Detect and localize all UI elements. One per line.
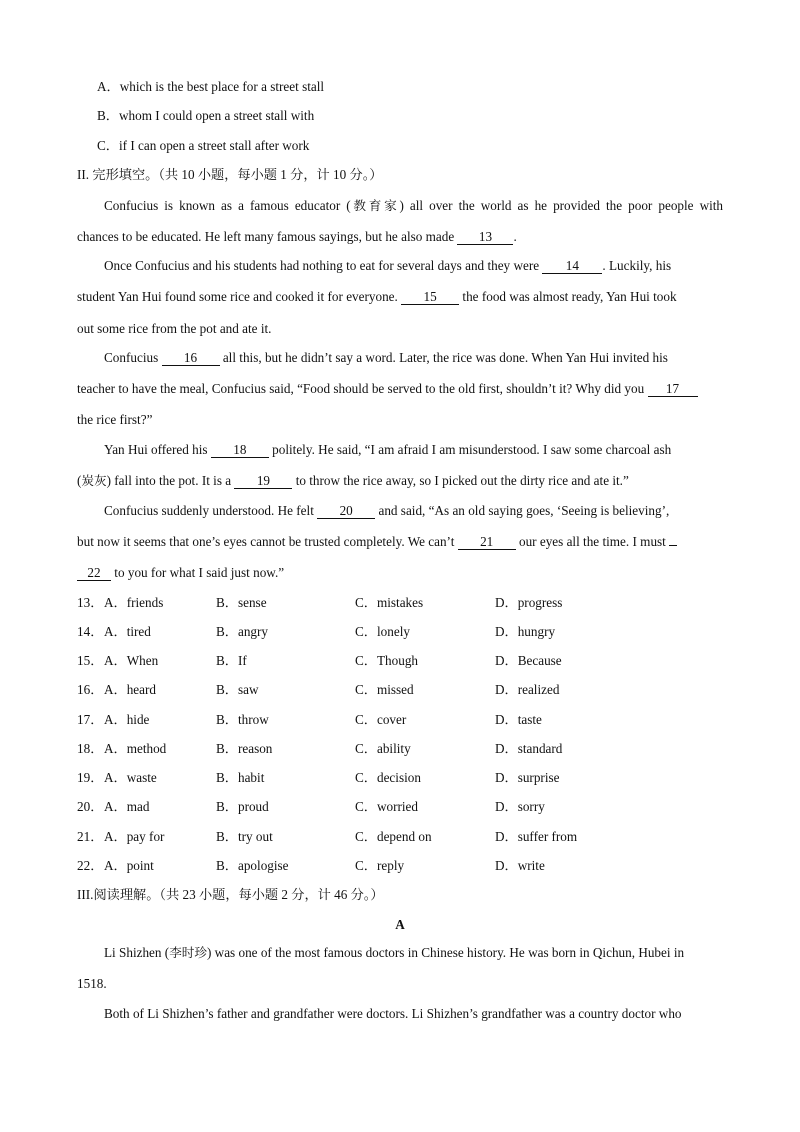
option-c: C．mistakes	[355, 595, 424, 610]
option-c: C．ability	[355, 741, 411, 756]
passage-line: out some rice from the pot and ate it.	[77, 321, 272, 336]
option-d: D．write	[495, 858, 545, 873]
passage-line: the rice first?”	[77, 412, 153, 427]
option-c: C．cover	[355, 712, 407, 727]
blank-17: 17	[648, 381, 698, 397]
option-a: A．friends	[104, 595, 164, 610]
q-number: 13．	[77, 595, 104, 610]
option-b: B．throw	[216, 712, 269, 727]
section-3-heading: III.阅读理解。（共 23 小题，每小题 2 分，计 46 分。）	[77, 887, 384, 902]
q-number: 16．	[77, 682, 104, 697]
option-b: B．If	[216, 653, 247, 668]
passage-line: student Yan Hui found some rice and cooked it for everyone. 15 the food was almost ready, Yan Hui took	[77, 289, 677, 304]
blank-19: 19	[234, 473, 292, 489]
passage-line: Li Shizhen (李时珍) was one of the most famous doctors in Chinese history. He was born in Qichun, Hubei in	[104, 945, 685, 960]
option-a: A．point	[104, 858, 154, 873]
passage-line: (炭灰) fall into the pot. It is a 19 to throw the rice away, so I picked out the dirty rice and ate it.”	[77, 473, 629, 488]
q-number: 18．	[77, 741, 104, 756]
option-c: C．lonely	[355, 624, 410, 639]
q-number: 15．	[77, 653, 104, 668]
blank-21: 21	[458, 534, 516, 550]
option-d: D．suffer from	[495, 829, 578, 844]
option-d: D．surprise	[495, 770, 560, 785]
option-c: C．worried	[355, 799, 418, 814]
passage-line: Confucius 16 all this, but he didn’t say a word. Later, the rice was done. When Yan Hui invited his	[104, 350, 668, 365]
option-c: C．Though	[355, 653, 419, 668]
passage-line: Once Confucius and his students had nothing to eat for several days and they were 14 . Luckily, his	[104, 258, 672, 273]
option-a: A．mad	[104, 799, 150, 814]
blank-15: 15	[401, 289, 459, 305]
option-d: D．Because	[495, 653, 562, 668]
blank-22: 22	[77, 565, 111, 581]
option-a: A．pay for	[104, 829, 165, 844]
option-d: D．realized	[495, 682, 560, 697]
passage-line: Confucius suddenly understood. He felt 20 and said, “As an old saying goes, ‘Seeing is believing’,	[104, 503, 670, 518]
blank-20: 20	[317, 503, 375, 519]
option-b: B．sense	[216, 595, 267, 610]
passage-line: 22 to you for what I said just now.”	[77, 564, 284, 582]
option-c: C．depend on	[355, 829, 432, 844]
passage-line: but now it seems that one’s eyes cannot be trusted completely. We can’t 21 our eyes all the time. I must	[77, 533, 677, 551]
blank-14: 14	[542, 258, 602, 274]
passage-line: chances to be educated. He left many famous sayings, but he also made 13 .	[77, 229, 517, 244]
option-d: D．standard	[495, 741, 563, 756]
option-b: B．habit	[216, 770, 265, 785]
option-d: D．progress	[495, 595, 563, 610]
option-b: B．angry	[216, 624, 269, 639]
option-d: D．taste	[495, 712, 542, 727]
option-b: B．saw	[216, 682, 259, 697]
blank-13: 13	[457, 229, 513, 245]
prev-option-a: A．which is the best place for a street stall	[97, 79, 325, 94]
q-number: 22．	[77, 858, 104, 873]
q-number: 20．	[77, 799, 104, 814]
option-d: D．hungry	[495, 624, 556, 639]
passage-line: teacher to have the meal, Confucius said, “Food should be served to the old first, shouldn’t it? Why did you 17	[77, 380, 698, 398]
option-a: A．tired	[104, 624, 151, 639]
passage-line: Confucius is known as a famous educator (教育家) all over the world as he provided the poor people with	[104, 198, 724, 213]
option-a: A．method	[104, 741, 167, 756]
option-c: C．reply	[355, 858, 405, 873]
option-a: A．waste	[104, 770, 157, 785]
option-d: D．sorry	[495, 799, 545, 814]
q-number: 14．	[77, 624, 104, 639]
option-a: A．hide	[104, 712, 150, 727]
option-c: C．missed	[355, 682, 414, 697]
q-number: 17．	[77, 712, 104, 727]
passage-a-label: A	[395, 917, 405, 932]
passage-line: Yan Hui offered his 18 politely. He said, “I am afraid I am misunderstood. I saw some charcoal ash	[104, 442, 672, 457]
passage-line: Both of Li Shizhen’s father and grandfather were doctors. Li Shizhen’s grandfather was a country doctor who	[104, 1006, 682, 1021]
prev-option-b: B．whom I could open a street stall with	[97, 108, 315, 123]
option-a: A．heard	[104, 682, 156, 697]
option-c: C．decision	[355, 770, 421, 785]
option-b: B．try out	[216, 829, 273, 844]
blank-16: 16	[162, 350, 220, 366]
q-number: 21．	[77, 829, 104, 844]
blank-18: 18	[211, 442, 269, 458]
option-b: B．apologise	[216, 858, 289, 873]
q-number: 19．	[77, 770, 104, 785]
option-b: B．proud	[216, 799, 269, 814]
blank-22-lead	[669, 545, 677, 546]
section-2-heading: II. 完形填空。（共 10 小题，每小题 1 分，计 10 分。）	[77, 167, 383, 182]
prev-option-c: C．if I can open a street stall after work	[97, 138, 310, 153]
passage-line: 1518.	[77, 976, 107, 991]
option-a: A．When	[104, 653, 159, 668]
option-b: B．reason	[216, 741, 273, 756]
